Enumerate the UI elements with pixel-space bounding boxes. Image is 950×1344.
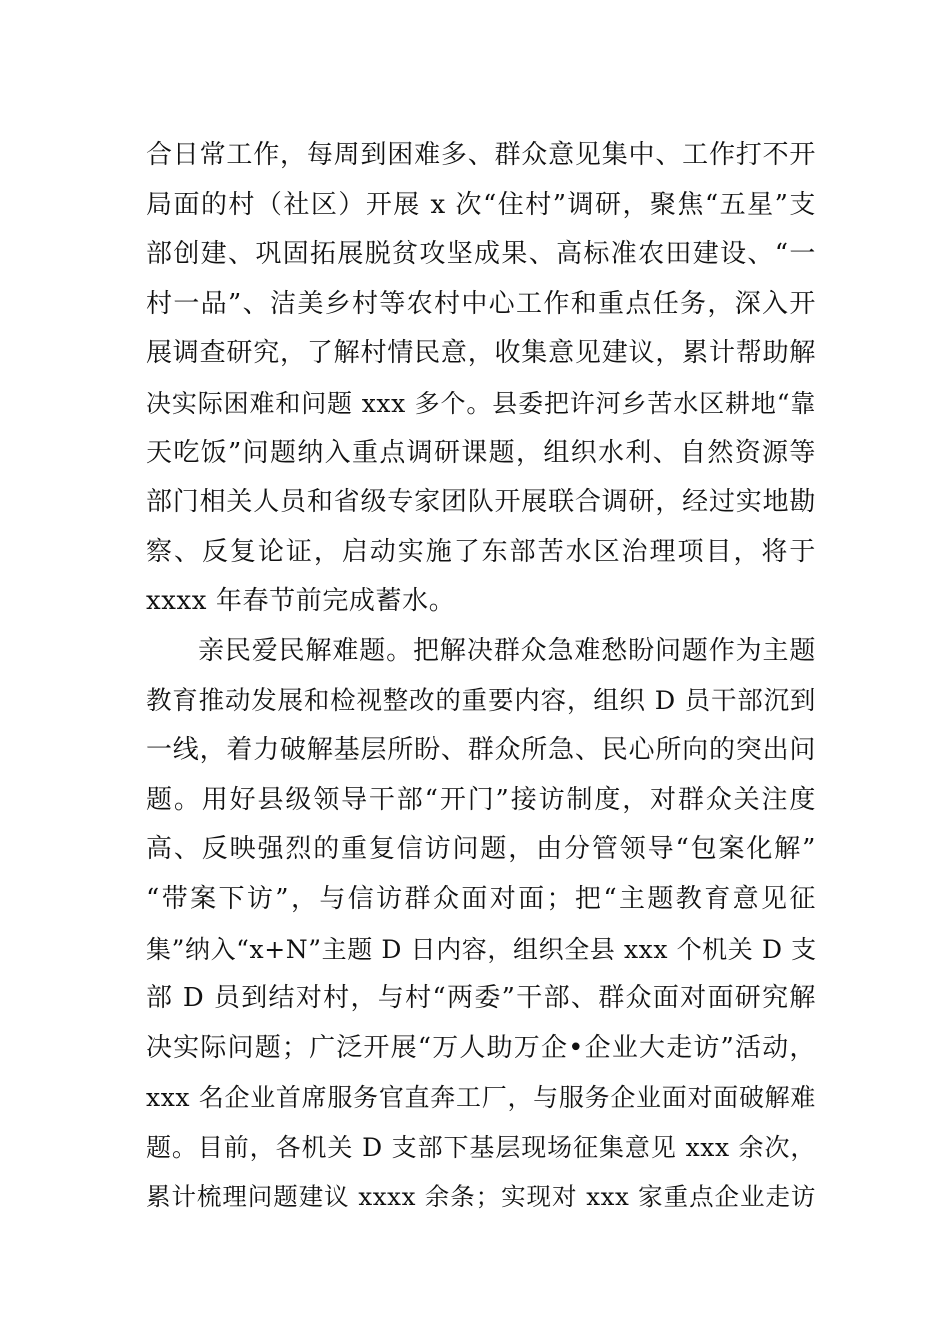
text-line: 村一品”、洁美乡村等农村中心工作和重点任务，深入开 — [146, 288, 816, 319]
text-line: 天吃饭”问题纳入重点调研课题，组织水利、自然资源等 — [146, 437, 816, 468]
text-line: 决实际困难和问题 xxx 多个。县委把许河乡苦水区耕地“靠 — [146, 388, 816, 418]
text-line: 部创建、巩固拓展脱贫攻坚成果、高标准农田建设、“一 — [146, 239, 816, 270]
text-line: 题。用好县级领导干部“开门”接访制度，对群众关注度 — [146, 784, 816, 815]
text-line: 部 D 员到结对村，与村“两委”干部、群众面对面研究解 — [146, 983, 816, 1014]
text-line: 部门相关人员和省级专家团队开展联合调研，经过实地勘 — [146, 487, 816, 518]
body-text — [146, 131, 816, 1222]
text-line: 局面的村（社区）开展 x 次“住村”调研，聚焦“五星”支 — [146, 189, 816, 220]
text-line: 一线，着力破解基层所盼、群众所急、民心所向的突出问 — [146, 735, 816, 766]
paragraph-heading-line: 亲民爱民解难题。把解决群众急难愁盼问题作为主题 — [198, 635, 816, 666]
text-line: “带案下访”，与信访群众面对面；把“主题教育意见征 — [146, 883, 816, 914]
text-line: 集”纳入“x+N”主题 D 日内容，组织全县 xxx 个机关 D 支 — [146, 934, 817, 964]
text-line: xxxx 年春节前完成蓄水。 — [146, 586, 456, 617]
text-line: 合日常工作，每周到困难多、群众意见集中、工作打不开 — [146, 140, 816, 170]
text-line: 决实际问题；广泛开展“万人助万企•企业大走访”活动， — [146, 1032, 816, 1063]
text-line: 教育推动发展和检视整改的重要内容，组织 D 员干部沉到 — [146, 685, 816, 716]
text-line: 察、反复论证，启动实施了东部苦水区治理项目，将于 — [146, 536, 816, 567]
text-line: 展调查研究，了解村情民意，收集意见建议，累计帮助解 — [146, 338, 816, 369]
text-line: 题。目前，各机关 D 支部下基层现场征集意见 xxx 余次， — [146, 1132, 816, 1162]
text-line: xxx 名企业首席服务官直奔工厂，与服务企业面对面破解难 — [146, 1083, 816, 1113]
text-line: 累计梳理问题建议 xxxx 余条；实现对 xxx 家重点企业走访 — [146, 1182, 816, 1212]
text-line: 高、反映强烈的重复信访问题，由分管领导“包案化解” — [146, 834, 816, 865]
